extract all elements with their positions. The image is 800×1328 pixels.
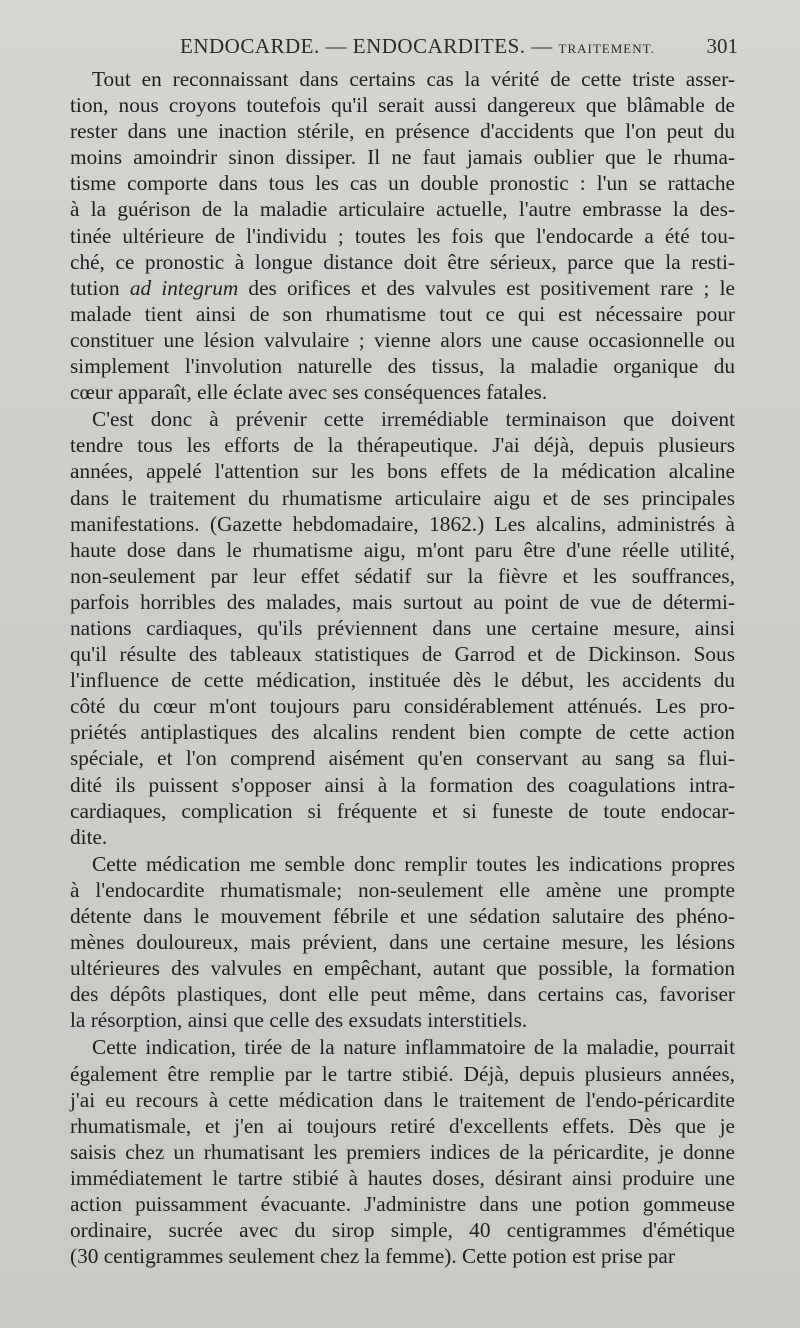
paragraph xyxy=(70,66,735,405)
text-line: immédiatement le tartre stibié à hautes doses, désirant ainsi produire une xyxy=(70,1165,735,1190)
text-line: mènes douloureux, mais prévient, dans une certaine mesure, les lésions xyxy=(70,930,735,955)
text-line: côté du cœur m'ont toujours paru considérablement atténués. Les pro- xyxy=(70,694,735,719)
text-line: saisis chez un rhumatisant les premiers indices de la péricardite, je donne xyxy=(70,1139,735,1164)
text-line: malade tient ainsi de son rhumatisme tout ce qui est nécessaire pour xyxy=(70,301,735,326)
text-line: rhumatismale, et j'en ai toujours retiré d'excellents effets. Dès que je xyxy=(70,1113,735,1138)
text-line: dité ils puissent s'opposer ainsi à la formation des coagulations intra- xyxy=(70,772,735,797)
text-line: j'ai eu recours à cette médication dans le traitement de l'endo-péricardite xyxy=(70,1087,735,1112)
text-line: simplement l'involution naturelle des tissus, la maladie organique du xyxy=(70,354,735,379)
text-line: ultérieures des valvules en empêchant, autant que possible, la formation xyxy=(70,956,735,981)
italic-phrase: ad integrum xyxy=(129,275,239,300)
text-line: l'influence de cette médication, instituée dès le début, les accidents du xyxy=(70,668,735,693)
text-line: parfois horribles des malades, mais surtout au point de vue de détermi- xyxy=(70,589,735,614)
paragraph xyxy=(70,851,735,1034)
text-line: rester dans une inaction stérile, en présence d'accidents que l'on peut du xyxy=(70,119,735,144)
text-line: action puissamment évacuante. J'administre dans une potion gommeuse xyxy=(70,1192,735,1217)
text-line: haute dose dans le rhumatisme aigu, m'ont paru être d'une réelle utilité, xyxy=(70,537,735,562)
text-line: ordinaire, sucrée avec du sirop simple, 40 centigrammes d'émétique xyxy=(70,1218,735,1243)
page-header xyxy=(70,30,738,62)
text-line: qu'il résulte des tableaux statistiques de Garrod et de Dickinson. Sous xyxy=(70,642,735,667)
running-head-main: ENDOCARDE. — ENDOCARDITES. — xyxy=(180,34,559,58)
text-line: tution ad integrum des orifices et des valvules est positivement rare ; le xyxy=(70,275,735,300)
text-line: la résorption, ainsi que celle des exsudats interstitiels. xyxy=(70,1008,528,1033)
text-line: constituer une lésion valvulaire ; vienne alors une cause occasionnelle ou xyxy=(70,327,735,352)
text-line: moins amoindrir sinon dissiper. Il ne faut jamais oublier que le rhuma- xyxy=(70,145,735,170)
text-line: tion, nous croyons toutefois qu'il serait aussi dangereux que blâmable de xyxy=(70,93,735,118)
text-line: années, appelé l'attention sur les bons effets de la médication alcaline xyxy=(70,459,735,484)
text-line: cardiaques, complication si fréquente et si funeste de toute endocar- xyxy=(70,798,735,823)
text-line: priétés antiplastiques des alcalins rendent bien compte de cette action xyxy=(70,720,735,745)
body-text xyxy=(70,66,735,1269)
paragraph xyxy=(70,1034,735,1269)
running-head xyxy=(180,34,655,59)
text-line: Cette médication me semble donc remplir toutes les indications propres xyxy=(92,851,735,876)
text-line: spéciale, et l'on comprend aisément qu'en conservant au sang sa flui- xyxy=(70,746,735,771)
text-line: des dépôts plastiques, dont elle peut même, dans certains cas, favoriser xyxy=(70,982,735,1007)
text-line: ché, ce pronostic à longue distance doit être sérieux, parce que la resti- xyxy=(70,249,735,274)
text-line: non-seulement par leur effet sédatif sur la fièvre et les souffrances, xyxy=(70,563,735,588)
text-line: tisme comporte dans tous les cas un double pronostic : l'un se rattache xyxy=(70,171,735,196)
text-line: Cette indication, tirée de la nature inflammatoire de la maladie, pourrait xyxy=(92,1035,735,1060)
text-line: également être remplie par le tartre stibié. Déjà, depuis plusieurs années, xyxy=(70,1061,735,1086)
text-line: tendre tous les efforts de la thérapeutique. J'ai déjà, depuis plusieurs xyxy=(70,433,735,458)
paragraph xyxy=(70,406,735,850)
text-line: à la guérison de la maladie articulaire actuelle, l'autre embrasse la des- xyxy=(70,197,735,222)
text-line: détente dans le mouvement fébrile et une sédation salutaire des phéno- xyxy=(70,904,735,928)
text-line: tinée ultérieure de l'individu ; toutes les fois que l'endocarde a été tou- xyxy=(70,223,735,248)
text-line: Tout en reconnaissant dans certains cas la vérité de cette triste asser- xyxy=(92,67,735,91)
text-line: dans le traitement du rhumatisme articulaire aigu et de ses principales xyxy=(70,485,735,510)
text-line: (30 centigrammes seulement chez la femme). Cette potion est prise par xyxy=(70,1244,675,1269)
page-number: 301 xyxy=(706,34,738,58)
text-line: nations cardiaques, qu'ils préviennent dans une certaine mesure, ainsi xyxy=(70,615,735,640)
text-line: dite. xyxy=(70,824,108,849)
running-head-section: TRAITEMENT. xyxy=(558,41,655,56)
text-line: manifestations. (Gazette hebdomadaire, 1862.) Les alcalins, administrés à xyxy=(70,511,735,536)
text-line: à l'endocardite rhumatismale; non-seulement elle amène une prompte xyxy=(70,877,735,902)
text-line: C'est donc à prévenir cette irremédiable terminaison que doivent xyxy=(92,407,735,432)
text-line: cœur apparaît, elle éclate avec ses conséquences fatales. xyxy=(70,380,548,405)
